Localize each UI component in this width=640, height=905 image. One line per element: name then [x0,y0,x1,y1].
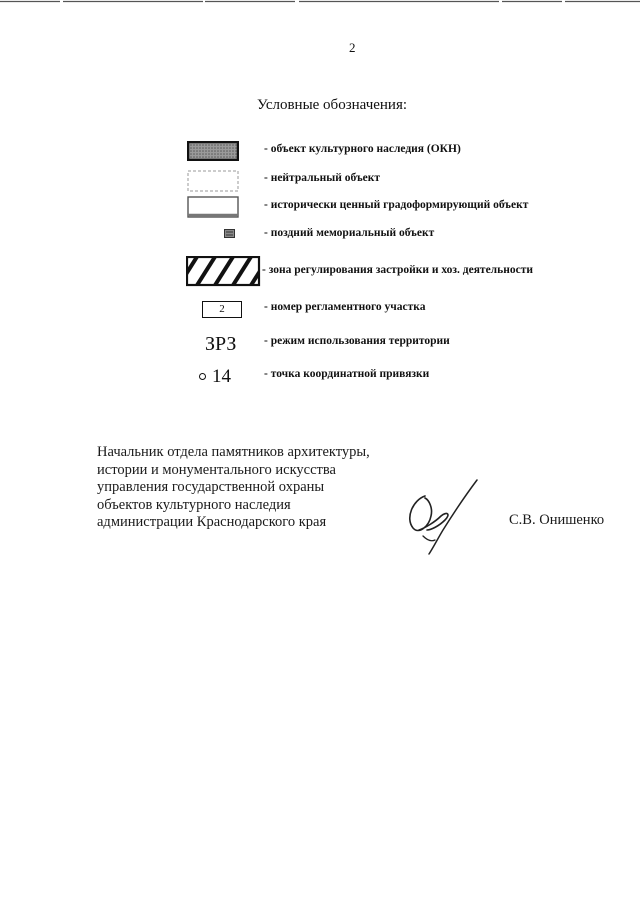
legend-label-neutral-object: - нейтральный объект [264,172,381,184]
legend-label-heritage-object: - объект культурного наследия (ОКН) [264,143,461,155]
legend-item-hatched-zone [0,254,640,290]
historic-object-icon [187,196,239,218]
position-line: управления государственной охраны [97,479,325,495]
signer-name: С.В. Онишенко [509,512,605,528]
plot-number-box-icon: 2 [202,301,242,318]
signatory-position [97,444,370,532]
memorial-object-icon [224,229,236,239]
legend-item-zrz [0,330,640,360]
page-number: 2 [349,40,356,55]
reference-point-icon [199,373,206,380]
position-line: объектов культурного наследия [97,496,291,513]
position-line: истории и монументального искусства [97,461,336,478]
legend-label-memorial-object: - поздний мемориальный объект [264,227,435,239]
position-line: Начальник отдела памятников архитектуры, [97,444,370,460]
zrz-code-icon: ЗРЗ [205,333,237,355]
legend-item-reference-point [0,363,640,393]
legend-label-historic-object: - исторически ценный градоформирующий объект [264,199,529,211]
legend-item-historic-object [0,194,640,224]
legend-title: Условные обозначения: [257,97,408,113]
hatched-zone-icon [186,256,262,288]
top-border-rule [0,0,640,3]
legend-item-plot-number [0,298,640,328]
reference-point-symbol [199,366,231,388]
reference-point-number: 14 [212,366,231,387]
position-line: администрации Краснодарского края [97,514,327,530]
legend-label-plot-number: - номер регламентного участка [264,301,426,313]
neutral-object-icon [187,170,239,192]
handwritten-signature [395,478,485,558]
legend-label-hatched-zone: - зона регулирования застройки и хоз. деятельности [262,264,533,276]
legend-item-memorial-object [0,224,640,254]
legend-label-reference-point: - точка координатной привязки [264,368,430,380]
heritage-object-icon [187,141,239,161]
legend-item-heritage-object [0,138,640,168]
legend-label-zrz: - режим использования территории [264,335,450,347]
